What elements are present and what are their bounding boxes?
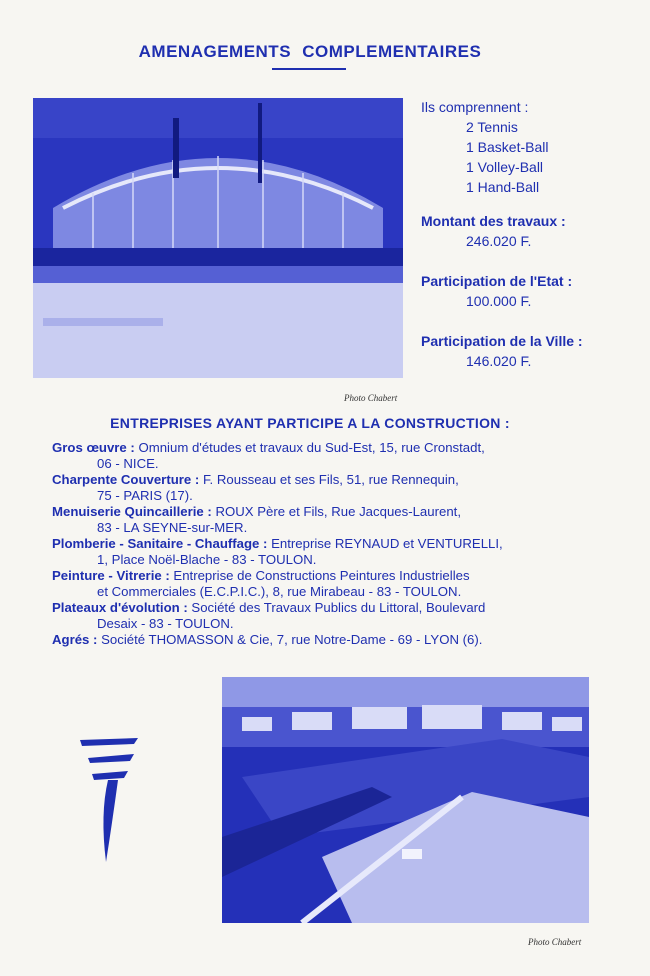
company-entry bbox=[52, 600, 570, 632]
cost-label: Montant des travaux : bbox=[421, 213, 566, 229]
company-details: Omnium d'études et travaux du Sud-Est, 15, rue Cronstadt, bbox=[134, 440, 485, 455]
company-details-cont: 75 - PARIS (17). bbox=[97, 488, 193, 503]
company-details: Société THOMASSON & Cie, 7, rue Notre-Dame - 69 - LYON (6). bbox=[97, 632, 483, 647]
construction-photo-image bbox=[33, 98, 403, 378]
construction-photo bbox=[33, 98, 403, 378]
companies-list bbox=[52, 440, 570, 648]
cost-value: 146.020 F. bbox=[466, 353, 532, 369]
company-entry bbox=[52, 536, 570, 568]
sports-grounds-photo bbox=[222, 677, 589, 923]
company-details: Entreprise de Constructions Peintures Industrielles bbox=[169, 568, 470, 583]
company-entry bbox=[52, 632, 570, 648]
title-underline bbox=[272, 68, 346, 70]
facility-item: 1 Volley-Ball bbox=[466, 159, 544, 175]
company-details: F. Rousseau et ses Fils, 51, rue Rennequin, bbox=[199, 472, 459, 487]
photo-credit: Photo Chabert bbox=[344, 393, 398, 403]
cost-value: 246.020 F. bbox=[466, 233, 532, 249]
company-entry bbox=[52, 504, 570, 536]
company-entry bbox=[52, 440, 570, 472]
cost-label: Participation de la Ville : bbox=[421, 333, 583, 349]
company-details: Entreprise REYNAUD et VENTURELLI, bbox=[267, 536, 503, 551]
cost-value: 100.000 F. bbox=[466, 293, 532, 309]
facility-item: 1 Basket-Ball bbox=[466, 139, 549, 155]
stylized-logo-icon bbox=[78, 734, 142, 864]
company-category: Agrés : bbox=[52, 632, 98, 647]
company-category: Plomberie - Sanitaire - Chauffage : bbox=[52, 536, 268, 551]
company-details: Société des Travaux Publics du Littoral, Boulevard bbox=[187, 600, 486, 615]
company-category: Plateaux d'évolution : bbox=[52, 600, 188, 615]
sports-grounds-photo-image bbox=[222, 677, 589, 923]
company-details: ROUX Père et Fils, Rue Jacques-Laurent, bbox=[211, 504, 461, 519]
company-category: Menuiserie Quincaillerie : bbox=[52, 504, 212, 519]
company-entry bbox=[52, 472, 570, 504]
company-entry bbox=[52, 568, 570, 600]
company-category: Gros œuvre : bbox=[52, 440, 135, 455]
company-details-cont: 06 - NICE. bbox=[97, 456, 159, 471]
company-details-cont: Desaix - 83 - TOULON. bbox=[97, 616, 234, 631]
facility-item: 1 Hand-Ball bbox=[466, 179, 540, 195]
cost-label: Participation de l'Etat : bbox=[421, 273, 573, 289]
companies-heading: ENTREPRISES AYANT PARTICIPE A LA CONSTRUCTION : bbox=[110, 415, 510, 431]
facilities-block bbox=[421, 97, 631, 371]
page-title: AMENAGEMENTS COMPLEMENTAIRES bbox=[138, 42, 482, 61]
company-details-cont: 83 - LA SEYNE-sur-MER. bbox=[97, 520, 248, 535]
facilities-intro: Ils comprennent : bbox=[421, 99, 529, 115]
photo-credit: Photo Chabert bbox=[528, 937, 582, 947]
company-category: Peinture - Vitrerie : bbox=[52, 568, 170, 583]
facility-item: 2 Tennis bbox=[466, 119, 518, 135]
company-category: Charpente Couverture : bbox=[52, 472, 200, 487]
company-details-cont: 1, Place Noël-Blache - 83 - TOULON. bbox=[97, 552, 317, 567]
company-details-cont: et Commerciales (E.C.P.I.C.), 8, rue Mirabeau - 83 - TOULON. bbox=[97, 584, 462, 599]
